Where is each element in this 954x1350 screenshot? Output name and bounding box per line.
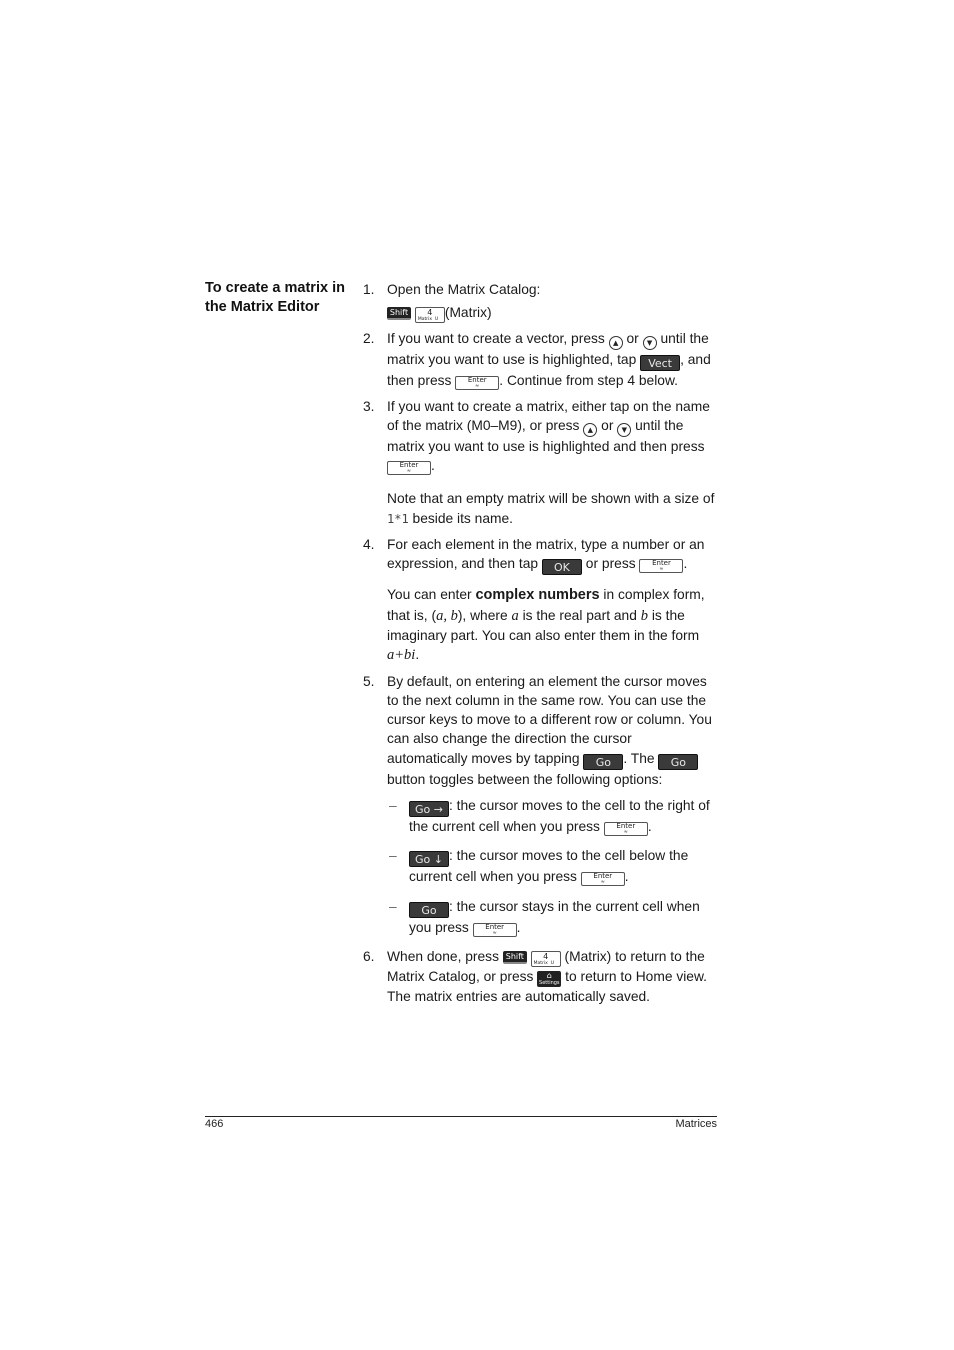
up-arrow-key-icon: ▲ — [583, 423, 597, 437]
text-run: You can enter — [387, 587, 472, 603]
go-option-stay — [387, 897, 715, 937]
text-run: If you want to create a matrix, either tap on the name of the matrix (M0–M9), or press — [387, 398, 710, 433]
text-run: . Continue from step 4 below. — [499, 373, 678, 389]
key-sub-label: ≈ — [659, 566, 664, 573]
text-run: or — [626, 331, 639, 347]
text-run: until the matrix you want to use is highlighted, tap — [387, 331, 709, 368]
text-run: For each element in the matrix, type a number or an expression, and then tap — [387, 537, 705, 572]
vect-softkey-icon: Vect — [640, 355, 680, 371]
dash-bullet: – — [389, 798, 397, 814]
text-run: or press — [585, 556, 636, 572]
enter-key-icon — [473, 923, 517, 937]
step-number: 1. — [363, 282, 375, 297]
key-main-label: 4 — [543, 951, 549, 961]
text-run: beside its name. — [412, 510, 513, 526]
key-main-label: Enter — [399, 461, 419, 470]
step-suffix: (Matrix) — [444, 305, 492, 321]
text-run: button toggles between the following options: — [387, 771, 663, 787]
text-run: . — [431, 458, 435, 474]
section-name: Matrices — [675, 1118, 717, 1130]
home-key-icon — [537, 971, 561, 987]
italic-term: a — [511, 607, 519, 624]
step-number: 5. — [363, 673, 375, 689]
text-run: : the cursor stays in the current cell when you press — [409, 898, 700, 935]
step-5 — [363, 672, 715, 937]
key-main-label: 4 — [427, 308, 433, 318]
enter-key-icon — [387, 461, 431, 475]
italic-term: a+bi — [387, 647, 416, 664]
key-sequence — [387, 303, 715, 323]
down-arrow-key-icon: ▼ — [643, 336, 657, 350]
text-run: (Matrix) to return to the Matrix Catalog, or press — [387, 948, 705, 984]
procedure-body — [363, 280, 715, 1012]
italic-term: b — [640, 607, 648, 624]
go-softkey-icon: Go — [583, 754, 623, 770]
enter-key-icon — [604, 822, 648, 836]
text-run: in complex form, that is, ( — [387, 587, 705, 623]
go-option-right — [387, 796, 715, 836]
four-matrix-key-icon — [415, 307, 445, 323]
text-run: is the imaginary part. You can also enter them in the form — [387, 607, 700, 643]
dash-bullet: – — [389, 898, 397, 914]
text-run: . The — [623, 750, 655, 766]
go-softkey-icon: Go — [658, 754, 698, 770]
key-sub-label — [532, 961, 560, 966]
key-sub-label: ≈ — [406, 468, 412, 475]
key-sub-label: ≈ — [600, 879, 605, 886]
step-number: 3. — [363, 398, 375, 414]
shift-key-icon: Shift — [503, 951, 527, 964]
text-run: If you want to create a vector, press — [387, 331, 605, 347]
key-main-label: Enter — [485, 922, 505, 931]
text-run: . — [683, 556, 688, 572]
text-run: until the matrix you want to use is highlighted and then press — [387, 417, 705, 454]
key-sub-label: ≈ — [492, 929, 497, 936]
page-number: 466 — [205, 1118, 224, 1130]
key-sub-label — [416, 317, 444, 322]
text-run: or — [601, 417, 614, 433]
step-1 — [363, 280, 715, 323]
text-run: . — [516, 919, 521, 935]
text-run: When done, press — [387, 948, 499, 964]
step-4 — [363, 535, 715, 665]
shift-key-icon: Shift — [387, 307, 411, 320]
ok-softkey-icon: OK — [542, 559, 582, 575]
text-run: . — [624, 869, 629, 885]
text-run: : the cursor moves to the cell to the right of the current cell when you press — [409, 798, 710, 835]
enter-key-icon — [455, 376, 499, 390]
up-arrow-key-icon: ▲ — [609, 336, 623, 350]
key-sub-right: U — [550, 960, 555, 966]
text-run: ), where — [457, 607, 508, 623]
note-paragraph — [387, 489, 715, 529]
key-main-label: Enter — [616, 822, 636, 831]
code-size: 1*1 — [387, 511, 409, 526]
step-text: Open the Matrix Catalog: — [387, 282, 541, 297]
italic-term: a, b — [436, 607, 458, 624]
section-heading: To create a matrix in the Matrix Editor — [205, 280, 345, 315]
four-matrix-key-icon — [531, 951, 561, 967]
step-number: 6. — [363, 948, 375, 964]
key-sub-right: U — [434, 317, 439, 323]
text-run: to return to Home view. The matrix entries are automatically saved. — [387, 968, 708, 1004]
text-run: By default, on entering an element the cursor moves to the next column in the same row. You can use the cursor keys to move to a different row or column. You can also change the direction the cursor automatically moves by tapping — [387, 673, 712, 766]
key-main-label: Enter — [593, 872, 613, 881]
key-sub-label: ≈ — [475, 383, 480, 390]
text-run: . — [415, 647, 420, 663]
bold-term: complex numbers — [475, 587, 600, 604]
home-symbol: ⌂ — [546, 970, 552, 980]
text-run: : the cursor moves to the cell below the current cell when you press — [409, 848, 689, 885]
text-run: . — [647, 819, 652, 835]
down-arrow-key-icon: ▼ — [617, 423, 631, 437]
go-option-down — [387, 846, 715, 886]
step-number: 4. — [363, 537, 375, 553]
text-run: Note that an empty matrix will be shown with a size of — [387, 491, 715, 507]
step-3 — [363, 397, 715, 529]
key-sub-label: ≈ — [623, 829, 628, 836]
text-run: is the real part and — [522, 607, 637, 623]
step-2 — [363, 329, 715, 390]
key-main-label: Enter — [652, 559, 671, 568]
enter-key-icon — [639, 559, 683, 573]
key-sub-label: Settings — [539, 979, 560, 986]
text-run: , and then press — [387, 352, 711, 389]
key-sub-left: Matrix — [417, 317, 433, 323]
go-softkey-icon: Go — [409, 902, 449, 918]
step-6 — [363, 947, 715, 1006]
key-sub-left: Matrix — [533, 960, 548, 966]
enter-key-icon — [581, 872, 625, 886]
complex-numbers-paragraph — [387, 585, 715, 665]
key-main-label: Enter — [467, 376, 487, 385]
dash-bullet: – — [389, 848, 397, 864]
go-down-softkey-icon: Go ↓ — [409, 851, 449, 867]
go-right-softkey-icon: Go → — [409, 801, 449, 817]
step-number: 2. — [363, 331, 375, 347]
footer-divider — [205, 1116, 717, 1117]
